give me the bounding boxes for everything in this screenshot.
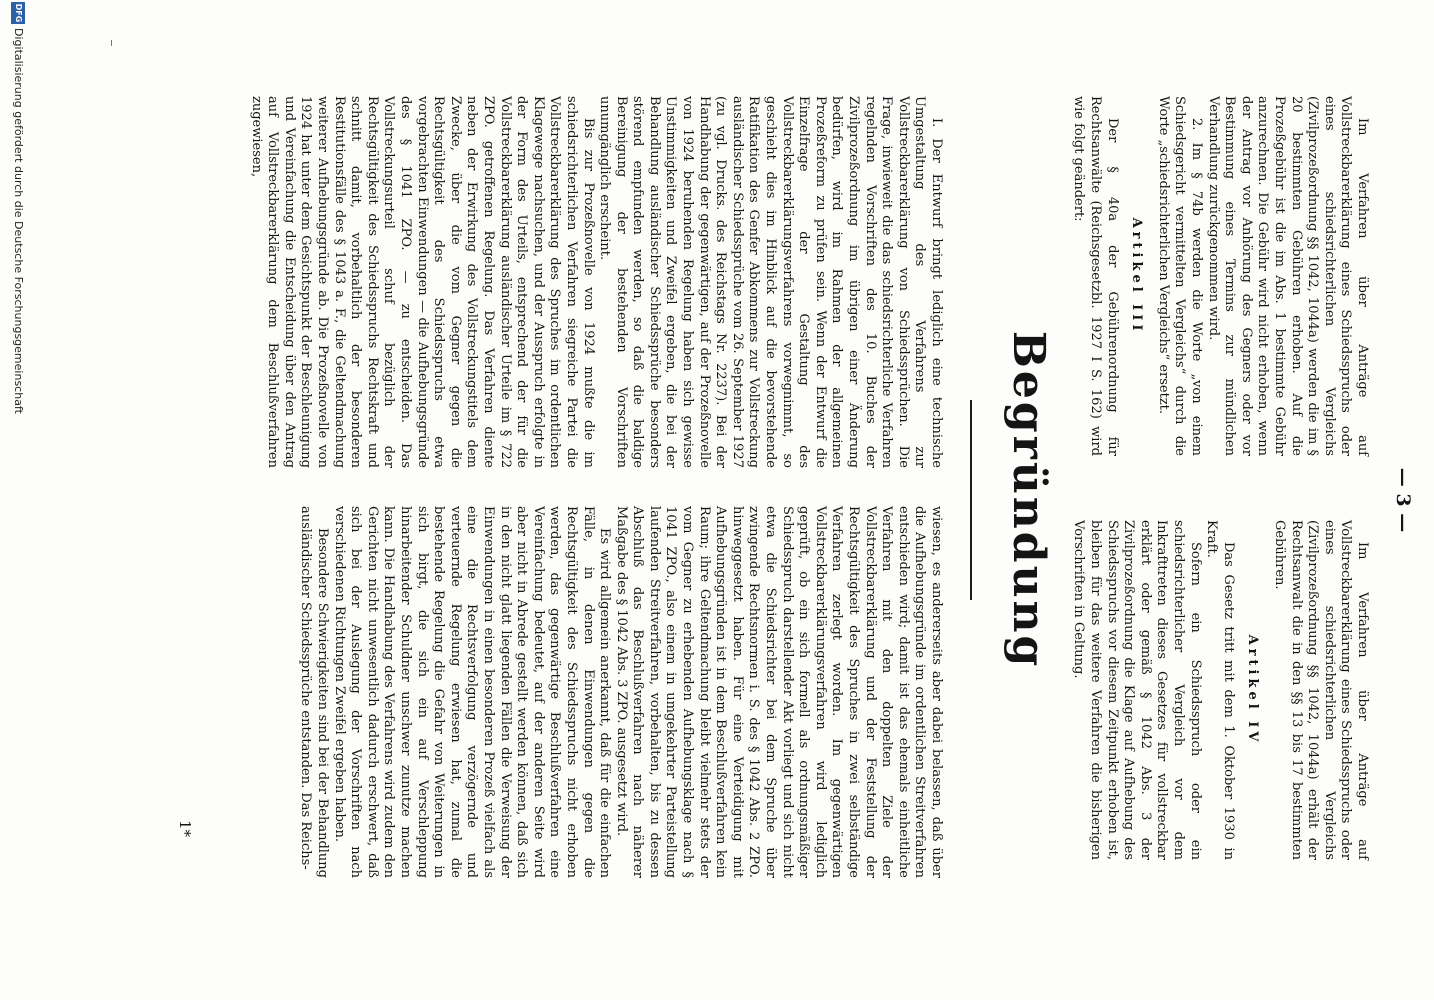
signature-mark: 1* bbox=[176, 820, 194, 838]
paragraph: Im Verfahren über Anträge auf Vollstreckbarerklärung eines Schiedsspruchs oder eines schiedsrichterlichen Vergleichs (Zivilprozeßordnung §§ 1042, 1044a) erhält der Rechtsanwalt die in den §§ 13 bis 17 bestimmten Gebühren. bbox=[1272, 520, 1370, 860]
credit-text: Digitalisierung gefördert durch die Deutsche Forschungsgemeinschaft bbox=[12, 28, 25, 414]
paragraph: Im Verfahren über Anträge auf Vollstreckbarerklärung eines Schiedsspruchs oder eines schiedsrichterlichen Vergleichs (Zivilprozeßordnung §§ 1042, 1044a) werden die im § 20 bestimmten Gebühren erhoben. Auf die Prozeßgebühr ist die im Abs. 1 bestimmte Gebühr anzurechnen. Die Gebühr wird nicht erhoben, wenn der Antrag vor Anhörung des Gegners oder vor Bestimmung eines Termins zur mündlichen Verhandlung zurückgenommen wird. bbox=[1205, 96, 1370, 456]
paragraph: Das Gesetz tritt mit dem 1. Oktober 1930 in Kraft. bbox=[1204, 520, 1236, 860]
paragraph: I. Der Entwurf bringt lediglich eine technische Umgestaltung des Verfahrens zur Vollstreckbarerklärung von Schiedssprüchen. Die Frage, inwieweit die das schiedsrichterliche Verfahren regelnden Vorschriften des 10. Buches der Zivilprozeßordnung im übrigen einer Änderung bedürfen, wird im Rahmen der allgemeinen Prozeßreform zu prüfen sein. Wenn der Entwurf die Einzelfrage der Gestaltung des Vollstreckbarerklärungsverfahrens vorwegnimmt, so geschieht dies im Hinblick auf die bevorstehende Ratifikation des Genfer Abkommens zur Vollstreckung ausländischer Schiedssprüche vom 26. September 1927 (zu vgl. Drucks. des Reichstags Nr. 2237). Bei der Handhabung der gegenwärtigen, auf der Prozeßnovelle von 1924 beruhenden Regelung haben sich gewisse Unstimmigkeiten und Zweifel ergeben, die bei der Behandlung ausländischer Schiedssprüche besonders störend empfunden werden, so daß die baldige Bereinigung der bestehenden Vorschriften unumgänglich erscheint. bbox=[597, 96, 944, 468]
paragraph: wiesen, es andererseits aber dabei belassen, daß über die Aufhebungsgründe im ordentlichen Streitverfahren entschieden wird; damit ist das ehemals einheitliche Verfahren mit den doppelten Ziele der Vollstreckbarerklärung und der Feststellung der Rechtsgültigkeit des Spruches in zwei selbständige Verfahren zerlegt worden. Im gegenwärtigen Vollstreckbarerklärungsverfahren wird lediglich geprüft, ob ein sich formell als ordnungsmäßiger Schiedsspruch darstellender Akt vorliegt und sich nicht etwa die Schiedsrichter bei dem Spruche über zwingende Rechtsnormen i. S. des § 1042 Abs. 2 ZPO. hinweggesetzt haben. Für eine Verteidigung mit Aufhebungsgründen ist in dem Beschlußverfahren kein Raum; ihre Geltendmachung bleibt vielmehr stets der vom Gegner zu erhebenden Aufhebungsklage nach § 1041 ZPO., also einem in umgekehrter Parteistellung laufenden Streitverfahren, vorbehalten, bis zu dessen Abschluß das Beschlußverfahren nach näherer Maßgabe des § 1042 Abs. 3 ZPO. ausgesetzt wird. bbox=[613, 506, 944, 878]
divider bbox=[970, 400, 972, 600]
article-heading: Artikel IV bbox=[1245, 634, 1261, 746]
right-top-column bbox=[1070, 520, 1370, 860]
left-top-column bbox=[1070, 96, 1370, 456]
paragraph: Sofern ein Schiedsspruch oder ein schiedsrichterlicher Vergleich vor dem Inkrafttreten dieses Gesetzes für vollstreckbar erklärt oder gemäß § 1042 Abs. 3 der Zivilprozeßordnung die Klage auf Aufhebung des Schiedsspruchs vor diesem Zeitpunkt erhoben ist, bleiben für das weitere Verfahren die bisherigen Vorschriften in Geltung. bbox=[1071, 520, 1203, 860]
dfg-logo: DFG bbox=[11, 2, 25, 24]
right-body-column bbox=[297, 506, 944, 878]
paragraph: Bis zur Prozeßnovelle von 1924 mußte die im schiedsrichterlichen Verfahren siegreiche Partei die Vollstreckbarerklärung des Spruches im ordentlichen Klagewege nachsuchen, und der Ausspruch erfolgte in der Form des Urteils, entsprechend der für die Vollstreckbarerklärung ausländischer Urteile im § 722 ZPO. getroffenen Regelung. Das Verfahren diente neben der Erwirkung des Vollstreckungstitels dem Zwecke, über die vom Gegner gegen die Rechtsgültigkeit des Schiedsspruchs etwa vorgebrachten Einwendungen — die Aufhebungsgründe des § 1041 ZPO. — zu entscheiden. Das Vollstreckungsurteil schuf bezüglich der Rechtsgültigkeit des Schiedsspruchs Rechtskraft und schnitt damit, vorbehaltlich der besonderen Restitutionsfälle des § 1043 a. F., die Geltendmachung weiterer Aufhebungsgründe ab. Die Prozeßnovelle von 1924 hat unter dem Gesichtspunkt der Beschleunigung und Vereinfachung die Entscheidung über den Antrag auf Vollstreckbarerklärung dem Beschlußverfahren zugewiesen, bbox=[248, 96, 596, 468]
section-title: Begründung bbox=[1003, 330, 1054, 670]
paragraph: Besondere Schwierigkeiten sind bei der Behandlung ausländischer Schiedssprüche entstanden. Das Reichs- bbox=[298, 506, 331, 878]
article-heading: Artikel III bbox=[1129, 217, 1145, 335]
digitization-credit bbox=[0, 0, 34, 1000]
paragraph: Der § 40a der Gebührenordnung für Rechtsanwälte (Reichsgesetzbl. 1927 I S. 162) wird wie folgt geändert: bbox=[1071, 96, 1120, 456]
paragraph: 2. Im § 74b werden die Worte „von einem Schiedsgericht vermittelten Vergleichs“ durch die Worte „schiedsrichterlichen Vergleichs“ ersetzt. bbox=[1155, 96, 1205, 456]
page-number: — 3 — bbox=[1392, 467, 1414, 533]
left-body-column bbox=[247, 96, 944, 468]
paragraph: Es wird allgemein anerkannt, daß für die einfachen Fälle, in denen Einwendungen gegen die Rechtsgültigkeit des Schiedsspruchs nicht erhoben werden, das gegenwärtige Beschlußverfahren eine Vereinfachung bedeutet, auf der anderen Seite wird aber nicht in Abrede gestellt werden können, daß sich in den nicht glatt liegenden Fällen die Verweisung der Einwendungen in einen besonderen Prozeß vielfach als eine die Rechtsverfolgung verzögernde und verteuernde Regelung erwiesen hat, zumal die bestehende Regelung die Gefahr von Weiterungen in sich birgt, die sich ein auf Verschleppung hinarbeitender Schuldner unschwer zunutze machen kann. Die Handhabung des Verfahrens wird zudem den Gerichten nicht unwesentlich dadurch erschwert, daß sich bei der Auslegung der Vorschriften nach verschiedenen Richtungen Zweifel ergeben haben. bbox=[331, 506, 613, 878]
scan-mark bbox=[111, 40, 112, 46]
